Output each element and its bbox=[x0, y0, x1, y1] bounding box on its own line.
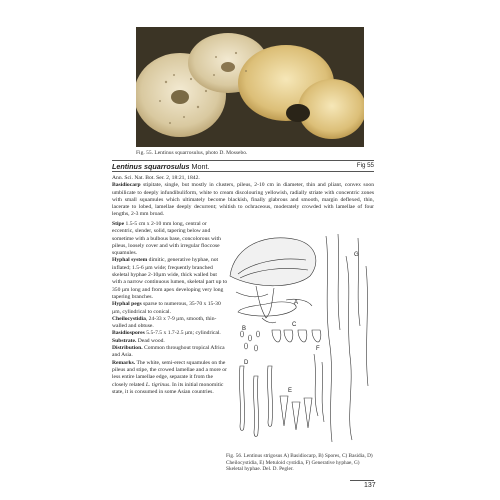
species-heading bbox=[112, 162, 209, 171]
heading-bottom-rule bbox=[112, 171, 374, 172]
page-number-rule bbox=[350, 480, 374, 481]
distribution-paragraph: Distribution. Common throughout tropical Africa and Asia. bbox=[112, 345, 225, 359]
citation: Ann. Sci. Nat. Bot. Ser. 2, 18:21, 1842. bbox=[112, 175, 200, 181]
photo-caption: Fig. 55. Lentinus squarrosulus, photo D. Mossebo. bbox=[136, 150, 248, 156]
basidiospores-paragraph: Basidiospores 5.5-7.5 x 1.7-2.5 µm; cylindrical. bbox=[112, 330, 221, 337]
remarks-paragraph: Remarks. The white, semi-erect squamules on the pileus and stipe, the crowed lamellae and a more or less entire lamellae edge, separate it from the closely related L. tigrinus. In its initial monomitic state, it is consumed in some Asian countries. bbox=[112, 359, 227, 395]
species-name: Lentinus squarrosulus bbox=[112, 162, 190, 171]
stipe-paragraph: Stipe 1.5-5 cm x 2-10 mm long, central or eccentric, slender, solid, tapering below and sometime with a bulbous base, concolorous with pileus, loosely cover and with irregular floccose squamules. bbox=[112, 221, 221, 257]
page-number: 137 bbox=[364, 482, 376, 489]
label-d: D bbox=[244, 360, 249, 366]
mushroom-photo bbox=[136, 27, 364, 147]
botanical-line-drawing bbox=[226, 226, 376, 448]
hyphal-system-paragraph: Hyphal system dimitic, generative hyphae, not inflated; 1.5-6 µm wide; frequently branched skeletal hyphae 2-10µm wide, thick walled but with a narrow continuous lumen, skeletal part up to 350 µm long and from apex developing very long tapering branches. bbox=[112, 257, 228, 300]
heading-top-rule bbox=[112, 160, 374, 161]
description-column bbox=[112, 221, 228, 396]
cheilocystidia-paragraph: Cheilocystidia, 24-33 x 7-9 µm, smooth, thin-walled and obtuse. bbox=[112, 315, 217, 330]
description-full-width bbox=[112, 175, 374, 219]
label-e: E bbox=[288, 388, 293, 394]
label-f: F bbox=[316, 346, 320, 352]
basidiocarp-paragraph: Basidiocarp stipitate, single, but mostly in clusters, pileus, 2-10 cm in diameter, thin and pliant, convex soon umbilicate to deeply infundibuliform, white to cream discolouring yellowish, radially striate with concentric zones with small squamules which ultimately become blackish, finally glabrous and smooth, margin deflexed, thin, lacerate to lobed, lamellae deeply decurrent; whitish to ochraceous, moderately crowded with lamellae of four lengths, 2-3 mm broad. bbox=[112, 182, 374, 218]
label-a: A bbox=[294, 300, 299, 306]
figure-reference: Fig 55 bbox=[356, 162, 374, 169]
label-c: C bbox=[292, 322, 297, 328]
label-g: G bbox=[354, 252, 359, 258]
substrate-paragraph: Substrate. Dead wood. bbox=[112, 337, 165, 344]
drawing-caption: Fig. 56. Lentinus strigosus A) Basidiocarp, B) Spores, C) Basidia, D) Cheilocystidia, E) Metuloid cystidia, F) Generative hyphae, G) Skeletal hyphae. Del. D. Pegler. bbox=[226, 453, 373, 473]
species-author: Mont. bbox=[191, 162, 210, 171]
label-b: B bbox=[242, 326, 247, 332]
hyphal-pegs-paragraph: Hyphal pegs sparse to numerous, 35-70 x 15-30 µm, cylindrical to conical. bbox=[112, 301, 221, 315]
